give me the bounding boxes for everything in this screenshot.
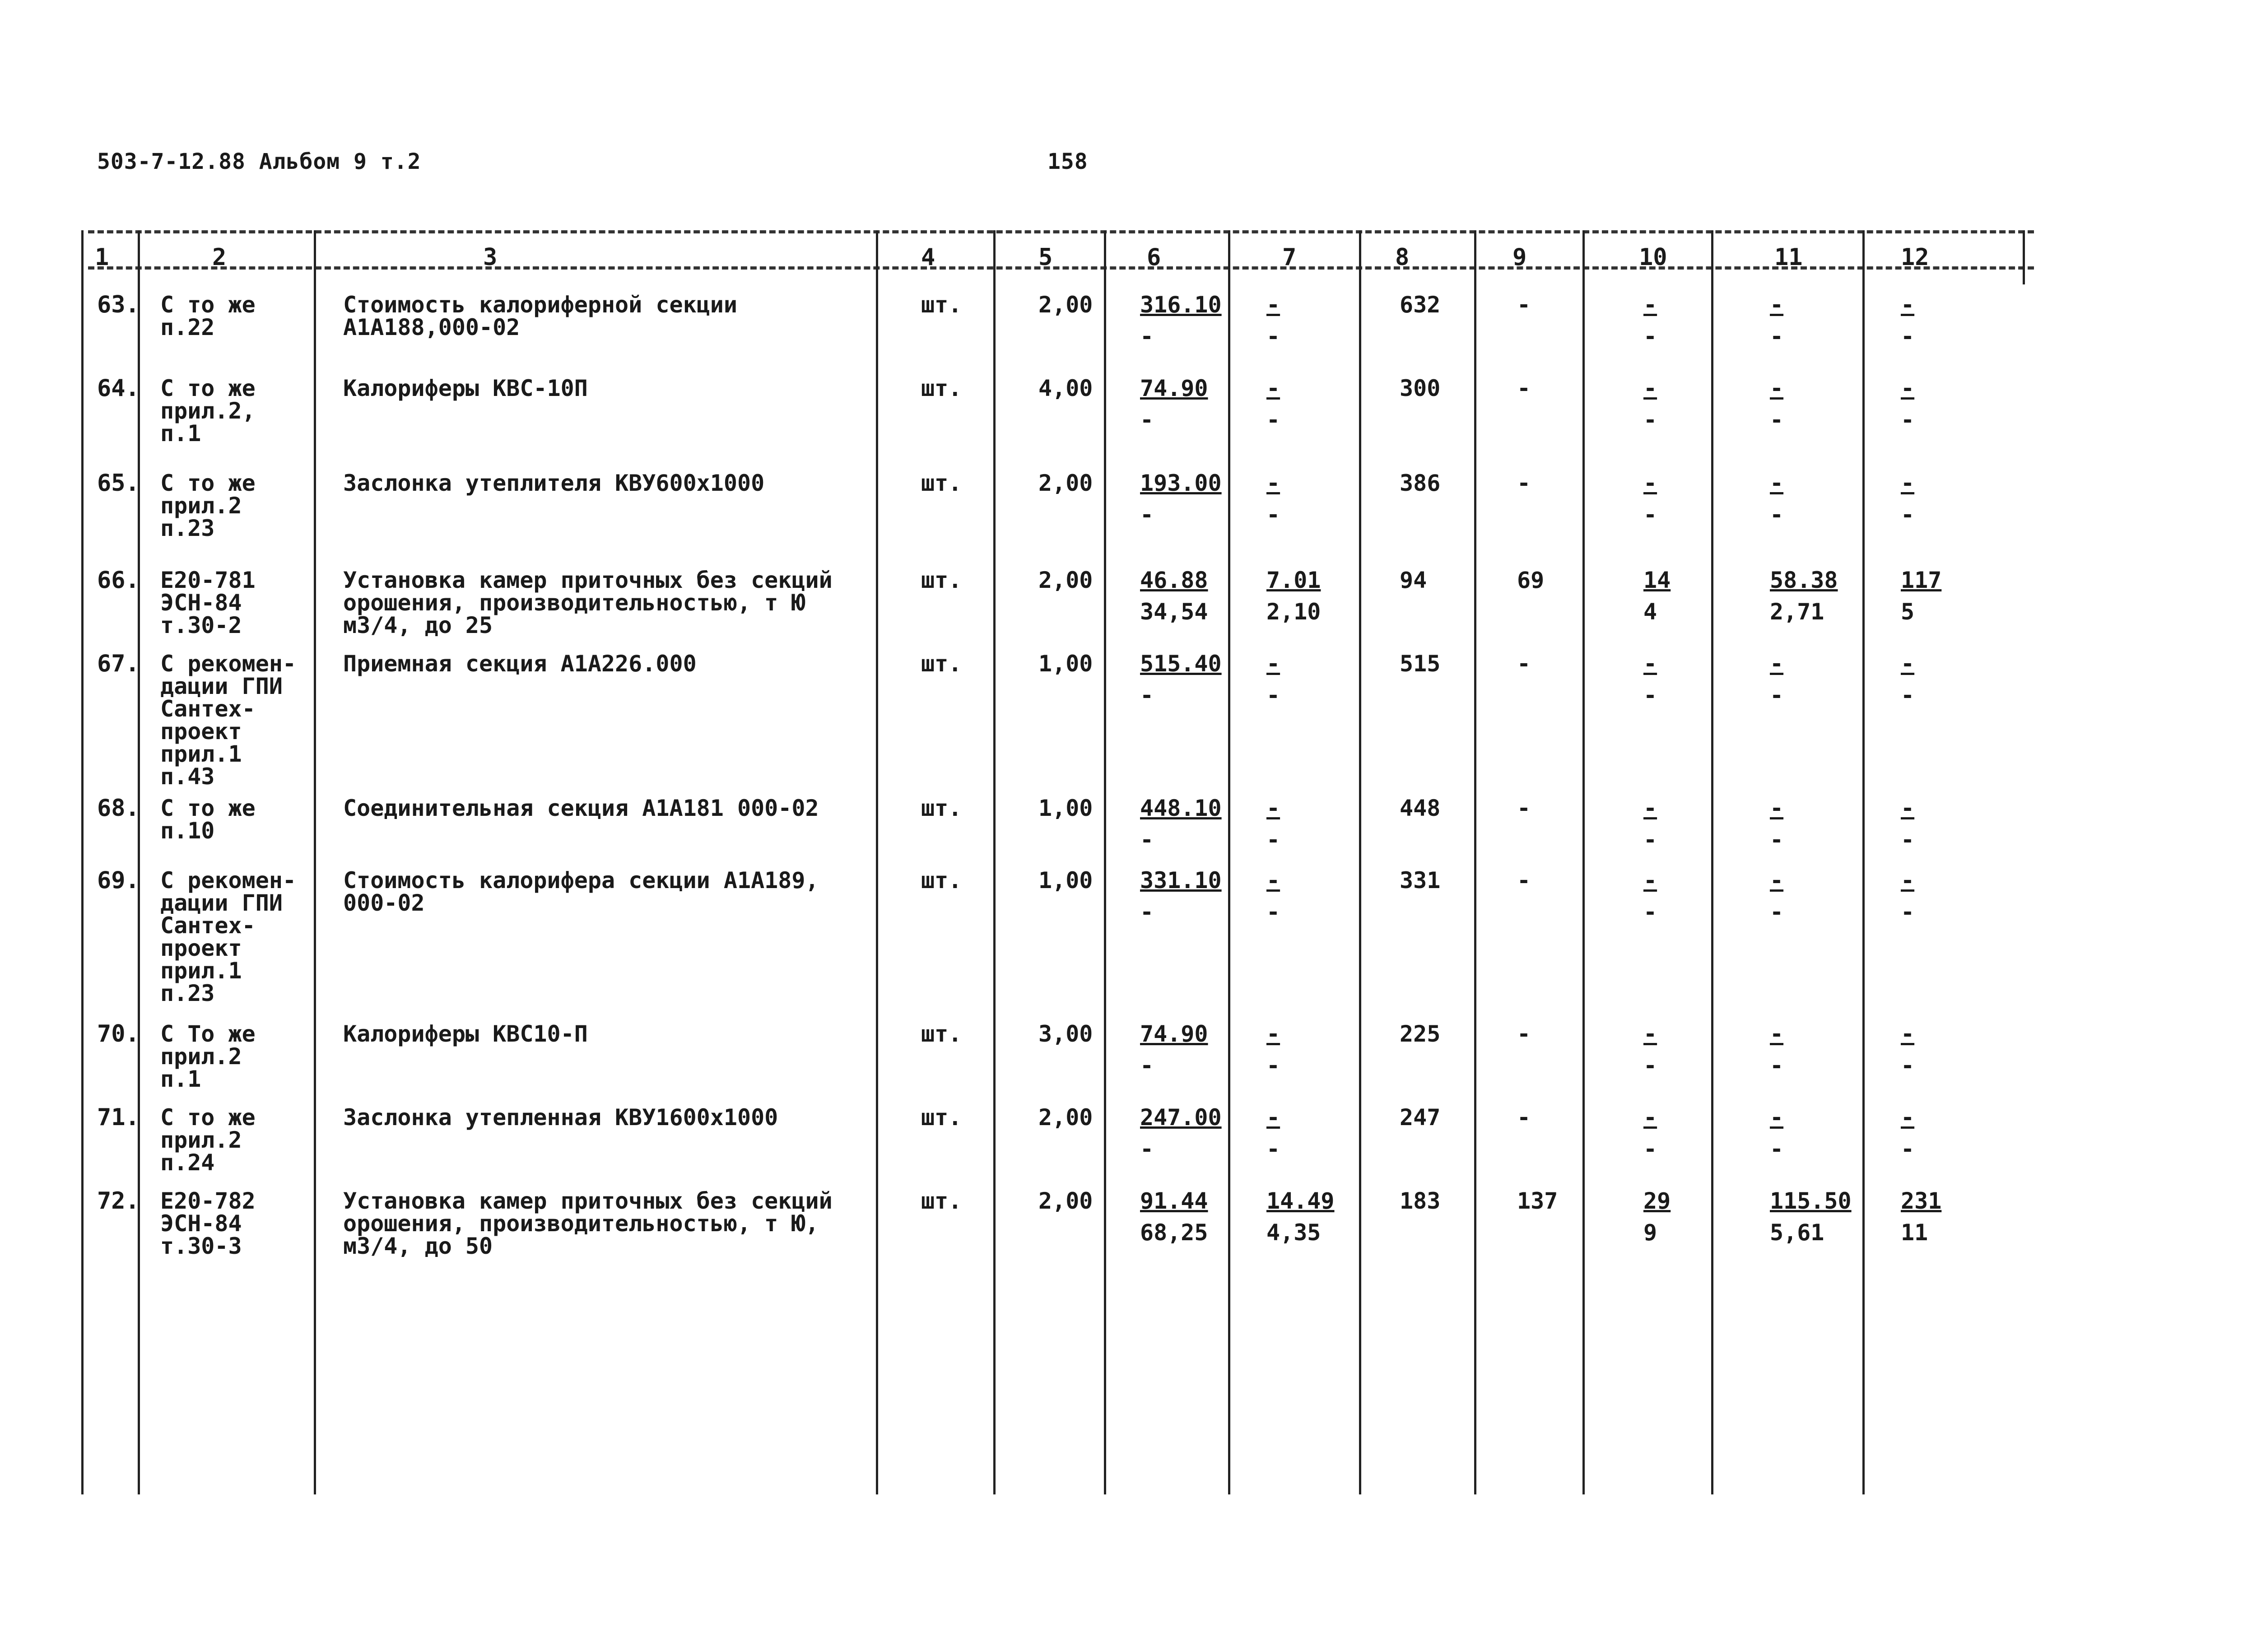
column-header: 6 [1147, 244, 1161, 271]
row-col6-bottom: - [1140, 682, 1154, 708]
column-separator [1582, 230, 1585, 1494]
row-col6-top: 448.10 [1140, 795, 1222, 821]
row-col7-top: - [1266, 651, 1280, 677]
row-col7-bottom: 4,35 [1266, 1219, 1321, 1246]
column-header: 4 [921, 244, 935, 271]
row-col11-bottom: - [1770, 899, 1784, 925]
row-col11-top: - [1770, 1104, 1784, 1131]
column-header: 7 [1282, 244, 1297, 271]
row-description: Установка камер приточных без секций орошения, производительностью, т Ю, м3/4, до 50 [343, 1188, 833, 1259]
row-col11-top: - [1770, 867, 1784, 893]
row-col7-top: - [1266, 375, 1280, 401]
row-reference: Е20-782 ЭСН-84 т.30-3 [160, 1188, 256, 1259]
row-col10-top: - [1643, 651, 1657, 677]
row-col12-top: 231 [1901, 1188, 1942, 1214]
row-col11-top: - [1770, 292, 1784, 318]
row-quantity: 1,00 [1038, 651, 1093, 677]
row-number: 64. [97, 375, 140, 402]
row-reference: С рекомен- дации ГПИ Сантех- проект прил.1 п.43 [160, 651, 297, 790]
row-col11-bottom: - [1770, 827, 1784, 853]
row-number: 68. [97, 795, 140, 822]
row-col9: - [1517, 375, 1531, 401]
row-quantity: 1,00 [1038, 795, 1093, 821]
row-col11-bottom: 2,71 [1770, 599, 1824, 625]
row-number: 71. [97, 1104, 140, 1131]
row-col11-bottom: - [1770, 682, 1784, 708]
row-col6-top: 515.40 [1140, 651, 1222, 677]
row-col7-bottom: - [1266, 899, 1280, 925]
row-col7-top: 7.01 [1266, 567, 1321, 593]
row-col12-top: - [1901, 867, 1915, 893]
row-col7-top: - [1266, 795, 1280, 821]
row-col6-top: 193.00 [1140, 470, 1222, 496]
column-header: 9 [1512, 244, 1527, 271]
row-col12-bottom: - [1901, 827, 1915, 853]
row-quantity: 2,00 [1038, 567, 1093, 593]
row-description: Калориферы КВС10-П [343, 1021, 588, 1047]
row-col12-top: - [1901, 651, 1915, 677]
row-quantity: 2,00 [1038, 292, 1093, 318]
row-col7-bottom: - [1266, 827, 1280, 853]
row-quantity: 3,00 [1038, 1021, 1093, 1047]
row-unit: шт. [921, 1104, 962, 1131]
row-col11-top: - [1770, 470, 1784, 496]
row-col11-bottom: - [1770, 323, 1784, 349]
row-reference: Е20-781 ЭСН-84 т.30-2 [160, 567, 256, 638]
doc-code: 503-7-12.88 Альбом 9 т.2 [97, 149, 421, 174]
row-reference: С то же п.10 [160, 795, 256, 844]
row-col12-bottom: 5 [1901, 599, 1915, 625]
row-col9: - [1517, 867, 1531, 893]
row-col6-bottom: - [1140, 1052, 1154, 1079]
row-number: 69. [97, 867, 140, 894]
row-col11-bottom: - [1770, 1052, 1784, 1079]
row-col6-top: 74.90 [1140, 375, 1208, 401]
row-col6-bottom: 68,25 [1140, 1219, 1208, 1246]
row-col7-top: - [1266, 470, 1280, 496]
row-unit: шт. [921, 470, 962, 496]
row-col12-bottom: - [1901, 502, 1915, 528]
row-col10-top: - [1643, 292, 1657, 318]
row-col10-bottom: - [1643, 1136, 1657, 1162]
row-col9: 137 [1517, 1188, 1558, 1214]
row-col12-top: - [1901, 292, 1915, 318]
row-quantity: 2,00 [1038, 470, 1093, 496]
column-separator [81, 230, 84, 1494]
row-col12-top: 117 [1901, 567, 1942, 593]
row-col10-top: 14 [1643, 567, 1671, 593]
row-unit: шт. [921, 1188, 962, 1214]
row-col10-bottom: - [1643, 827, 1657, 853]
row-col7-bottom: - [1266, 407, 1280, 433]
row-reference: С то же прил.2, п.1 [160, 375, 256, 447]
column-header: 11 [1774, 244, 1803, 271]
row-col9: - [1517, 470, 1531, 496]
column-header: 8 [1395, 244, 1410, 271]
row-col7-top: - [1266, 1104, 1280, 1131]
row-col8: 386 [1400, 470, 1441, 496]
row-col9: - [1517, 1104, 1531, 1131]
column-header: 10 [1639, 244, 1667, 271]
row-col10-top: - [1643, 795, 1657, 821]
row-unit: шт. [921, 867, 962, 893]
row-col8: 300 [1400, 375, 1441, 401]
row-col11-bottom: - [1770, 407, 1784, 433]
row-unit: шт. [921, 292, 962, 318]
column-separator [1862, 230, 1865, 1494]
row-quantity: 2,00 [1038, 1188, 1093, 1214]
row-col12-top: - [1901, 1021, 1915, 1047]
row-reference: С то же прил.2 п.23 [160, 470, 256, 541]
row-col10-bottom: - [1643, 323, 1657, 349]
row-col6-bottom: - [1140, 827, 1154, 853]
row-reference: С То же прил.2 п.1 [160, 1021, 256, 1092]
row-col6-bottom: - [1140, 1136, 1154, 1162]
column-header: 3 [483, 244, 498, 271]
row-col7-bottom: - [1266, 1052, 1280, 1079]
row-col7-bottom: - [1266, 682, 1280, 708]
row-col6-top: 316.10 [1140, 292, 1222, 318]
column-separator [2023, 230, 2025, 284]
row-col8: 94 [1400, 567, 1427, 593]
row-description: Стоимость калориферной секции А1А188,000-02 [343, 292, 737, 340]
row-number: 70. [97, 1020, 140, 1047]
row-reference: С рекомен- дации ГПИ Сантех- проект прил.1 п.23 [160, 867, 297, 1006]
row-description: Соединительная секция А1А181 000-02 [343, 795, 819, 821]
row-quantity: 1,00 [1038, 867, 1093, 893]
row-col8: 183 [1400, 1188, 1441, 1214]
row-description: Заслонка утепленная КВУ1600х1000 [343, 1104, 778, 1131]
row-col10-bottom: - [1643, 899, 1657, 925]
row-col10-bottom: 4 [1643, 599, 1657, 625]
row-col9: - [1517, 292, 1531, 318]
row-col12-top: - [1901, 470, 1915, 496]
column-separator [1474, 230, 1476, 1494]
row-col9: - [1517, 1021, 1531, 1047]
header-top-rule [88, 230, 2034, 233]
row-unit: шт. [921, 651, 962, 677]
row-col10-top: - [1643, 867, 1657, 893]
row-col11-top: 58.38 [1770, 567, 1838, 593]
row-col12-top: - [1901, 795, 1915, 821]
column-separator [138, 230, 140, 1494]
row-number: 72. [97, 1187, 140, 1215]
row-col12-bottom: 11 [1901, 1219, 1928, 1246]
row-col12-top: - [1901, 375, 1915, 401]
row-col10-bottom: - [1643, 502, 1657, 528]
row-col6-bottom: - [1140, 323, 1154, 349]
row-reference: С то же п.22 [160, 292, 256, 340]
row-number: 66. [97, 567, 140, 594]
row-col10-bottom: - [1643, 682, 1657, 708]
row-col10-top: - [1643, 1021, 1657, 1047]
row-col12-bottom: - [1901, 1136, 1915, 1162]
row-col7-bottom: - [1266, 323, 1280, 349]
row-col12-top: - [1901, 1104, 1915, 1131]
row-unit: шт. [921, 795, 962, 821]
column-header: 2 [212, 244, 227, 271]
row-col12-bottom: - [1901, 1052, 1915, 1079]
row-col10-bottom: - [1643, 1052, 1657, 1079]
row-col11-top: - [1770, 375, 1784, 401]
row-col8: 331 [1400, 867, 1441, 893]
column-header: 5 [1038, 244, 1053, 271]
row-description: Калориферы КВС-10П [343, 375, 588, 401]
row-col12-bottom: - [1901, 899, 1915, 925]
column-separator [876, 230, 878, 1494]
row-description: Приемная секция А1А226.000 [343, 651, 697, 677]
row-quantity: 4,00 [1038, 375, 1093, 401]
row-col10-top: - [1643, 375, 1657, 401]
column-separator [1711, 230, 1713, 1494]
row-col11-top: - [1770, 651, 1784, 677]
column-separator [314, 230, 316, 1494]
row-col11-bottom: 5,61 [1770, 1219, 1824, 1246]
row-col7-top: - [1266, 867, 1280, 893]
row-col6-top: 247.00 [1140, 1104, 1222, 1131]
row-col10-top: - [1643, 470, 1657, 496]
row-col9: 69 [1517, 567, 1545, 593]
row-col6-top: 74.90 [1140, 1021, 1208, 1047]
row-quantity: 2,00 [1038, 1104, 1093, 1131]
row-col12-bottom: - [1901, 682, 1915, 708]
row-unit: шт. [921, 567, 962, 593]
row-col8: 448 [1400, 795, 1441, 821]
row-number: 63. [97, 291, 140, 318]
column-separator [1104, 230, 1106, 1494]
row-col7-top: 14.49 [1266, 1188, 1335, 1214]
row-col9: - [1517, 651, 1531, 677]
column-separator [993, 230, 996, 1494]
column-header: 1 [95, 244, 109, 271]
row-col11-top: - [1770, 1021, 1784, 1047]
row-col7-bottom: 2,10 [1266, 599, 1321, 625]
row-col8: 515 [1400, 651, 1441, 677]
row-col11-bottom: - [1770, 1136, 1784, 1162]
row-col8: 247 [1400, 1104, 1441, 1131]
page-number: 158 [1047, 149, 1088, 174]
row-col12-bottom: - [1901, 407, 1915, 433]
row-number: 67. [97, 650, 140, 677]
row-col10-top: - [1643, 1104, 1657, 1131]
row-col10-bottom: 9 [1643, 1219, 1657, 1246]
row-description: Установка камер приточных без секций орошения, производительностью, т Ю м3/4, до 25 [343, 567, 833, 638]
row-col6-bottom: 34,54 [1140, 599, 1208, 625]
column-separator [1228, 230, 1230, 1494]
column-separator [1359, 230, 1361, 1494]
row-col7-top: - [1266, 292, 1280, 318]
row-col6-bottom: - [1140, 407, 1154, 433]
row-col10-top: 29 [1643, 1188, 1671, 1214]
row-col9: - [1517, 795, 1531, 821]
column-header: 12 [1901, 244, 1929, 271]
row-col11-top: 115.50 [1770, 1188, 1852, 1214]
row-col6-top: 46.88 [1140, 567, 1208, 593]
row-col6-bottom: - [1140, 502, 1154, 528]
row-col12-bottom: - [1901, 323, 1915, 349]
row-col11-bottom: - [1770, 502, 1784, 528]
row-col7-bottom: - [1266, 502, 1280, 528]
header-bottom-rule [88, 266, 2034, 270]
row-col11-top: - [1770, 795, 1784, 821]
row-col10-bottom: - [1643, 407, 1657, 433]
row-description: Заслонка утеплителя КВУ600х1000 [343, 470, 765, 496]
row-unit: шт. [921, 375, 962, 401]
row-description: Стоимость калорифера секции А1А189, 000-02 [343, 867, 819, 916]
row-col6-top: 91.44 [1140, 1188, 1208, 1214]
row-unit: шт. [921, 1021, 962, 1047]
row-reference: С то же прил.2 п.24 [160, 1104, 256, 1176]
row-col8: 225 [1400, 1021, 1441, 1047]
row-col7-bottom: - [1266, 1136, 1280, 1162]
row-number: 65. [97, 470, 140, 497]
row-col6-bottom: - [1140, 899, 1154, 925]
row-col7-top: - [1266, 1021, 1280, 1047]
row-col8: 632 [1400, 292, 1441, 318]
row-col6-top: 331.10 [1140, 867, 1222, 893]
